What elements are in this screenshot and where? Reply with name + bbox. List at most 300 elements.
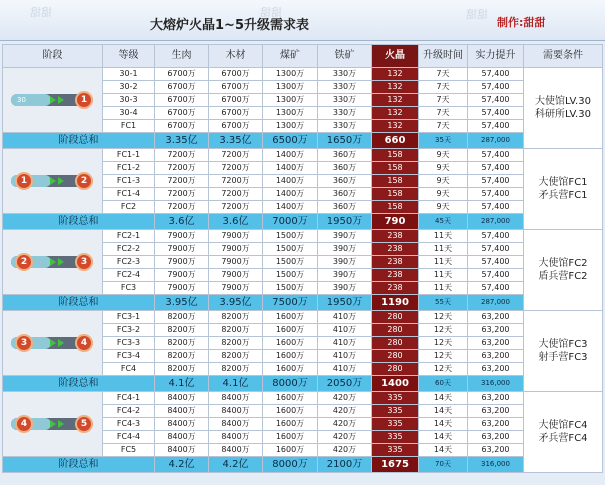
total-cell: 1190 [372, 295, 419, 311]
col-header: 生肉 [155, 45, 209, 68]
crystal-cell: 335 [372, 418, 419, 431]
table-cell: 57,400 [468, 175, 524, 188]
green-arrow-icon [50, 258, 56, 266]
table-cell: 1600万 [263, 418, 318, 431]
header-row [3, 45, 603, 68]
table-cell: 8400万 [155, 405, 209, 418]
table-cell: 7200万 [209, 201, 263, 214]
table-cell: FC3-3 [103, 337, 155, 350]
stage-cell [3, 392, 103, 457]
table-cell: 1400万 [263, 162, 318, 175]
stage-cell [3, 230, 103, 295]
table-cell: 1600万 [263, 324, 318, 337]
total-cell: 4.2亿 [209, 457, 263, 473]
col-header: 实力提升 [468, 45, 524, 68]
table-cell: 57,400 [468, 230, 524, 243]
total-cell: 70天 [419, 457, 468, 473]
green-arrow-icon [50, 96, 56, 104]
stage-cell [3, 311, 103, 376]
table-cell: 8200万 [209, 311, 263, 324]
table-cell: 7200万 [155, 188, 209, 201]
table-cell: 11天 [419, 256, 468, 269]
table-cell: 7900万 [209, 282, 263, 295]
col-header: 阶段 [3, 45, 103, 68]
table-cell: 420万 [318, 431, 372, 444]
crystal-cell: 132 [372, 120, 419, 133]
table-cell: 12天 [419, 363, 468, 376]
total-cell: 1950万 [318, 214, 372, 230]
table-cell: 14天 [419, 431, 468, 444]
requirement-line: 科研所LV.30 [535, 109, 591, 120]
total-label: 阶段总和 [3, 295, 155, 311]
table-cell: 8400万 [155, 444, 209, 457]
table-row [3, 149, 603, 162]
table-cell: 7900万 [155, 256, 209, 269]
table-cell: 6700万 [155, 120, 209, 133]
green-arrow-icon [50, 339, 56, 347]
from-level-badge-icon: 3 [15, 334, 33, 352]
table-cell: 7900万 [155, 269, 209, 282]
from-level-badge-icon: 1 [15, 172, 33, 190]
table-cell: 63,200 [468, 418, 524, 431]
total-cell: 3.95亿 [155, 295, 209, 311]
table-cell: 11天 [419, 230, 468, 243]
crystal-cell: 280 [372, 311, 419, 324]
table-cell: 390万 [318, 282, 372, 295]
green-arrow-icon [50, 420, 56, 428]
credit-label: 制作:甜甜 [497, 16, 546, 29]
table-cell: 57,400 [468, 68, 524, 81]
stage-total-row [3, 457, 603, 473]
table-cell: 390万 [318, 269, 372, 282]
table-cell: 63,200 [468, 392, 524, 405]
table-cell: 57,400 [468, 162, 524, 175]
total-cell: 2050万 [318, 376, 372, 392]
table-cell: 63,200 [468, 444, 524, 457]
requirement-cell [524, 392, 603, 473]
total-cell: 660 [372, 133, 419, 149]
requirement-line: 矛兵营FC1 [538, 190, 588, 201]
total-cell: 1650万 [318, 133, 372, 149]
table-cell: 12天 [419, 311, 468, 324]
table-cell: 6700万 [155, 94, 209, 107]
table-cell: 1500万 [263, 256, 318, 269]
table-cell: 6700万 [155, 68, 209, 81]
table-cell: 1500万 [263, 230, 318, 243]
requirement-cell [524, 311, 603, 392]
table-cell: 12天 [419, 324, 468, 337]
to-level-badge-icon: 5 [75, 415, 93, 433]
table-cell: 6700万 [209, 107, 263, 120]
table-cell: 7900万 [155, 243, 209, 256]
table-cell: FC1-1 [103, 149, 155, 162]
table-cell: FC4-2 [103, 405, 155, 418]
crystal-cell: 158 [372, 149, 419, 162]
requirement-line: 大使馆FC2 [538, 258, 588, 269]
table-cell: FC2-2 [103, 243, 155, 256]
table-cell: 7天 [419, 107, 468, 120]
table-cell: 390万 [318, 243, 372, 256]
table-cell: 30-2 [103, 81, 155, 94]
total-cell: 2100万 [318, 457, 372, 473]
total-cell: 3.35亿 [155, 133, 209, 149]
table-cell: 7天 [419, 120, 468, 133]
stage-cell [3, 68, 103, 133]
table-cell: 57,400 [468, 120, 524, 133]
table-cell: FC3-4 [103, 350, 155, 363]
table-cell: 410万 [318, 363, 372, 376]
table-cell: 6700万 [209, 81, 263, 94]
table-cell: 7200万 [209, 188, 263, 201]
table-cell: 390万 [318, 230, 372, 243]
to-level-badge-icon: 1 [75, 91, 93, 109]
table-cell: 14天 [419, 418, 468, 431]
total-cell: 3.95亿 [209, 295, 263, 311]
crystal-cell: 132 [372, 107, 419, 120]
table-cell: 1600万 [263, 363, 318, 376]
table-cell: 8200万 [155, 324, 209, 337]
col-header: 升级时间 [419, 45, 468, 68]
table-cell: 1600万 [263, 444, 318, 457]
green-arrow-icon [50, 177, 56, 185]
crystal-cell: 280 [372, 324, 419, 337]
table-cell: FC1-3 [103, 175, 155, 188]
requirement-line: 盾兵营FC2 [538, 271, 588, 282]
crystal-cell: 158 [372, 175, 419, 188]
table-cell: 6700万 [209, 120, 263, 133]
requirement-line: 矛兵营FC4 [538, 433, 588, 444]
table-cell: 12天 [419, 337, 468, 350]
table-cell: 360万 [318, 175, 372, 188]
table-cell: 1300万 [263, 107, 318, 120]
table-cell: 8200万 [155, 311, 209, 324]
table-cell: 410万 [318, 311, 372, 324]
table-cell: 57,400 [468, 201, 524, 214]
requirement-cell [524, 230, 603, 311]
total-cell: 316,000 [468, 376, 524, 392]
col-header: 煤矿 [263, 45, 318, 68]
table-cell: FC3-2 [103, 324, 155, 337]
requirement-line: 射手营FC3 [538, 352, 588, 363]
green-arrow-icon [58, 258, 64, 266]
total-cell: 287,000 [468, 214, 524, 230]
crystal-cell: 335 [372, 431, 419, 444]
table-cell: FC1-4 [103, 188, 155, 201]
total-cell: 3.35亿 [209, 133, 263, 149]
table-cell: 7200万 [209, 175, 263, 188]
table-cell: 57,400 [468, 256, 524, 269]
table-cell: 6700万 [209, 68, 263, 81]
table-cell: 420万 [318, 418, 372, 431]
total-cell: 35天 [419, 133, 468, 149]
table-cell: 1600万 [263, 392, 318, 405]
table-cell: FC2 [103, 201, 155, 214]
table-cell: 360万 [318, 149, 372, 162]
table-cell: 410万 [318, 350, 372, 363]
total-label: 阶段总和 [3, 457, 155, 473]
table-cell: 7900万 [209, 269, 263, 282]
col-header-crystal: 火晶 [372, 45, 419, 68]
table-cell: 410万 [318, 337, 372, 350]
table-cell: 330万 [318, 81, 372, 94]
crystal-cell: 335 [372, 405, 419, 418]
total-cell: 1675 [372, 457, 419, 473]
col-header: 铁矿 [318, 45, 372, 68]
page-title: 大熔炉火晶1~5升级需求表 [150, 18, 309, 33]
table-cell: 7天 [419, 94, 468, 107]
table-cell: 11天 [419, 243, 468, 256]
crystal-cell: 238 [372, 269, 419, 282]
table-cell: FC3 [103, 282, 155, 295]
table-cell: 9天 [419, 188, 468, 201]
total-cell: 287,000 [468, 295, 524, 311]
table-cell: 7200万 [155, 162, 209, 175]
table-cell: 1600万 [263, 405, 318, 418]
total-cell: 8000万 [263, 376, 318, 392]
total-cell: 45天 [419, 214, 468, 230]
green-arrow-icon [58, 420, 64, 428]
table-cell: 8400万 [209, 444, 263, 457]
stage-total-row [3, 133, 603, 149]
table-cell: 8400万 [155, 418, 209, 431]
table-cell: 57,400 [468, 282, 524, 295]
table-cell: 63,200 [468, 311, 524, 324]
table-row [3, 392, 603, 405]
total-cell: 287,000 [468, 133, 524, 149]
table-cell: 30-3 [103, 94, 155, 107]
upgrade-table [2, 44, 603, 473]
table-cell: 9天 [419, 149, 468, 162]
total-cell: 60天 [419, 376, 468, 392]
table-cell: 8200万 [155, 350, 209, 363]
watermark-text: 甜甜 [466, 8, 488, 21]
crystal-cell: 158 [372, 201, 419, 214]
total-cell: 4.1亿 [155, 376, 209, 392]
table-cell: 330万 [318, 107, 372, 120]
total-cell: 3.6亿 [209, 214, 263, 230]
table-cell: FC1-2 [103, 162, 155, 175]
table-cell: 63,200 [468, 350, 524, 363]
col-header: 木材 [209, 45, 263, 68]
table-cell: 63,200 [468, 337, 524, 350]
to-level-badge-icon: 2 [75, 172, 93, 190]
table-cell: 8200万 [209, 337, 263, 350]
table-cell: 63,200 [468, 324, 524, 337]
requirement-cell [524, 149, 603, 230]
table-cell: 420万 [318, 444, 372, 457]
requirement-line: 大使馆FC4 [538, 420, 588, 431]
table-cell: 9天 [419, 201, 468, 214]
table-cell: 8200万 [155, 337, 209, 350]
table-cell: 8400万 [209, 392, 263, 405]
table-cell: 6700万 [155, 81, 209, 94]
table-cell: 57,400 [468, 94, 524, 107]
table-cell: 57,400 [468, 149, 524, 162]
table-cell: 420万 [318, 405, 372, 418]
table-cell: FC4-4 [103, 431, 155, 444]
table-cell: FC4-3 [103, 418, 155, 431]
col-header: 等级 [103, 45, 155, 68]
table-cell: 7900万 [209, 256, 263, 269]
table-cell: 7200万 [209, 149, 263, 162]
table-cell: 7900万 [209, 230, 263, 243]
table-cell: 420万 [318, 392, 372, 405]
table-cell: 6700万 [209, 94, 263, 107]
table-cell: 390万 [318, 256, 372, 269]
crystal-cell: 335 [372, 444, 419, 457]
table-row [3, 230, 603, 243]
title-bar [0, 0, 605, 41]
table-cell: 9天 [419, 175, 468, 188]
total-cell: 1950万 [318, 295, 372, 311]
table-cell: 1300万 [263, 68, 318, 81]
table-cell: 1300万 [263, 81, 318, 94]
table-cell: 8200万 [209, 363, 263, 376]
crystal-cell: 158 [372, 188, 419, 201]
table-cell: 30-4 [103, 107, 155, 120]
table-cell: 330万 [318, 94, 372, 107]
total-cell: 790 [372, 214, 419, 230]
table-cell: 57,400 [468, 269, 524, 282]
requirement-line: 大使馆FC3 [538, 339, 588, 350]
table-cell: 7900万 [155, 282, 209, 295]
crystal-cell: 132 [372, 81, 419, 94]
total-cell: 4.2亿 [155, 457, 209, 473]
table-cell: 11天 [419, 269, 468, 282]
table-cell: 8400万 [209, 431, 263, 444]
table-cell: 57,400 [468, 107, 524, 120]
table-cell: 30-1 [103, 68, 155, 81]
total-cell: 7000万 [263, 214, 318, 230]
crystal-cell: 238 [372, 256, 419, 269]
table-cell: 7200万 [209, 162, 263, 175]
table-cell: FC4-1 [103, 392, 155, 405]
col-header: 需要条件 [524, 45, 603, 68]
to-level-badge-icon: 4 [75, 334, 93, 352]
table-cell: 7天 [419, 81, 468, 94]
table-cell: 14天 [419, 392, 468, 405]
table-cell: 8400万 [209, 418, 263, 431]
total-label: 阶段总和 [3, 133, 155, 149]
to-level-badge-icon: 3 [75, 253, 93, 271]
table-cell: 330万 [318, 120, 372, 133]
crystal-cell: 280 [372, 337, 419, 350]
total-cell: 8000万 [263, 457, 318, 473]
green-arrow-icon [58, 339, 64, 347]
table-cell: FC3-1 [103, 311, 155, 324]
table-cell: 6700万 [155, 107, 209, 120]
table-cell: 1300万 [263, 94, 318, 107]
table-row [3, 311, 603, 324]
total-cell: 1400 [372, 376, 419, 392]
table-cell: 12天 [419, 350, 468, 363]
stage-total-row [3, 214, 603, 230]
table-cell: 330万 [318, 68, 372, 81]
crystal-cell: 158 [372, 162, 419, 175]
table-cell: 1600万 [263, 431, 318, 444]
table-cell: 410万 [318, 324, 372, 337]
table-cell: 1600万 [263, 311, 318, 324]
table-cell: FC1 [103, 120, 155, 133]
table-cell: 360万 [318, 201, 372, 214]
green-arrow-icon [58, 96, 64, 104]
green-arrow-icon [58, 177, 64, 185]
table-cell: 360万 [318, 162, 372, 175]
table-cell: 7天 [419, 68, 468, 81]
table-cell: 1600万 [263, 337, 318, 350]
table-cell: 1600万 [263, 350, 318, 363]
table-cell: FC2-4 [103, 269, 155, 282]
crystal-cell: 132 [372, 94, 419, 107]
crystal-cell: 238 [372, 230, 419, 243]
requirement-line: 大使馆LV.30 [535, 96, 591, 107]
stage-cell [3, 149, 103, 214]
crystal-cell: 280 [372, 350, 419, 363]
table-cell: 63,200 [468, 363, 524, 376]
table-cell: 1500万 [263, 269, 318, 282]
table-cell: 1500万 [263, 243, 318, 256]
requirement-cell [524, 68, 603, 149]
table-cell: 9天 [419, 162, 468, 175]
table-cell: 8200万 [209, 324, 263, 337]
crystal-cell: 132 [372, 68, 419, 81]
table-cell: 57,400 [468, 81, 524, 94]
stage-total-row [3, 295, 603, 311]
table-row [3, 68, 603, 81]
from-level-badge-icon: 4 [15, 415, 33, 433]
total-cell: 55天 [419, 295, 468, 311]
requirement-line: 大使馆FC1 [538, 177, 588, 188]
crystal-cell: 335 [372, 392, 419, 405]
crystal-cell: 238 [372, 243, 419, 256]
table-body [3, 68, 603, 473]
total-label: 阶段总和 [3, 376, 155, 392]
crystal-cell: 280 [372, 363, 419, 376]
table-cell: 57,400 [468, 243, 524, 256]
table-cell: FC2-3 [103, 256, 155, 269]
total-cell: 6500万 [263, 133, 318, 149]
watermark-text: 甜甜 [30, 6, 52, 19]
table-cell: 360万 [318, 188, 372, 201]
table-cell: 8400万 [209, 405, 263, 418]
table-cell: 7900万 [209, 243, 263, 256]
table-cell: FC2-1 [103, 230, 155, 243]
total-label: 阶段总和 [3, 214, 155, 230]
table-cell: 8400万 [155, 431, 209, 444]
table-cell: 8200万 [209, 350, 263, 363]
table-cell: FC5 [103, 444, 155, 457]
stage-total-row [3, 376, 603, 392]
table-cell: 7200万 [155, 201, 209, 214]
table-cell: 1400万 [263, 201, 318, 214]
total-cell: 316,000 [468, 457, 524, 473]
table-cell: 57,400 [468, 188, 524, 201]
total-cell: 4.1亿 [209, 376, 263, 392]
watermark-text: 甜甜 [260, 6, 282, 19]
table-cell: 63,200 [468, 405, 524, 418]
table-cell: 11天 [419, 282, 468, 295]
table-cell: 8200万 [155, 363, 209, 376]
total-cell: 7500万 [263, 295, 318, 311]
table-cell: 1400万 [263, 175, 318, 188]
total-cell: 3.6亿 [155, 214, 209, 230]
table-cell: 1300万 [263, 120, 318, 133]
table-cell: 7900万 [155, 230, 209, 243]
table-cell: FC4 [103, 363, 155, 376]
table-cell: 14天 [419, 405, 468, 418]
table-cell: 1500万 [263, 282, 318, 295]
table-cell: 63,200 [468, 431, 524, 444]
